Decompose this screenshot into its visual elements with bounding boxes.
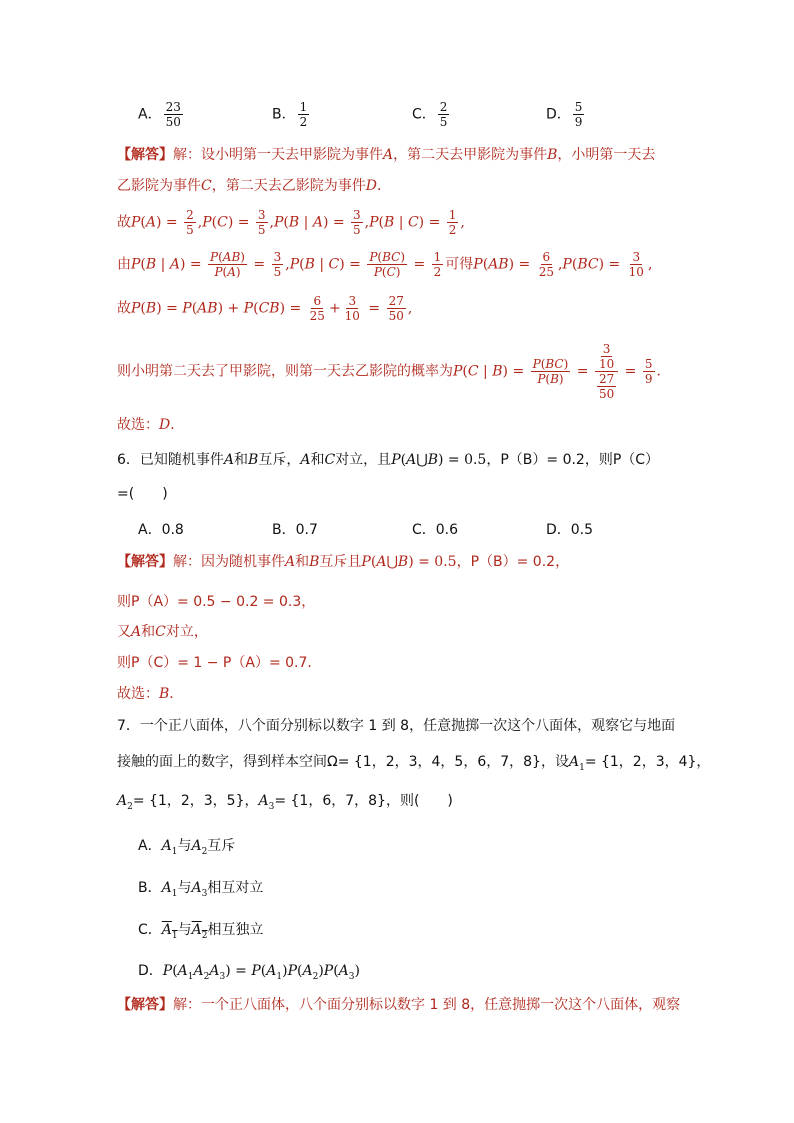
answer-tag: 【解答】 (117, 997, 173, 1013)
q5-solution-line1: 【解答】解：设小明第一天去甲影院为事件A，第二天去甲影院为事件B，小明第一天去 (117, 147, 656, 163)
q5-solution-line6: 则小明第二天去了甲影院，则第一天去乙影院的概率为P(C | B) = $\frac{P(BC)}{P(B)}$ = $\frac{\frac{3}{10}}{\frac{27}{50}}$ = $\frac{5}{9}$ ． (117, 342, 671, 401)
answer-tag: 【解答】 (117, 147, 173, 163)
q7-option-a: A．$A_1$与$A_2$互斥 (138, 838, 236, 857)
q6-stem-line1: 6．已知随机事件A和B互斥，A和C对立，且P(A⋃B) = 0.5，P（B）= 0.2，则P（C） (117, 452, 660, 468)
q7-solution-line1: 【解答】解：一个正八面体，八个面分别标以数字 1 到 8，任意抛掷一次这个八面体，观察 (117, 997, 681, 1013)
q7-stem-line1: 7．一个正八面体，八个面分别标以数字 1 到 8，任意抛掷一次这个八面体，观察它与地面 (117, 718, 676, 734)
q5-option-a: A． $\frac{23}{50}$ (138, 100, 181, 129)
q6-option-c: C．0.6 (412, 522, 459, 538)
q7-option-b: B．$A_1$与$A_3$相互对立 (138, 880, 264, 899)
q5-solution-line5: 故P(B) = P(AB) + P(CB) = $\frac{6}{25}$ + $\frac{3}{10}$ = $\frac{27}{50}$ , (117, 294, 413, 323)
q7-stem-line3: $A_2= \{1$，2，3，5}，$A_3= \{1$，6，7，8}，则( ) (117, 793, 453, 812)
q7-stem-line2: 接触的面上的数字，得到样本空间Ω= {1，2，3，4，5，6，7，8}，设$A_1= \{1$，2，3，4}， (117, 754, 711, 773)
q6-answer-line: 故选：B． (117, 686, 184, 702)
q6-solution-line2: 则P（A）= 0.5 − 0.2 = 0.3， (117, 594, 316, 610)
q6-solution-line1: 【解答】解：因为随机事件A和B互斥且P(A⋃B) = 0.5，P（B）= 0.2， (117, 554, 570, 570)
q6-solution-line3: 又A和C对立， (117, 624, 208, 640)
q6-option-a: A．0.8 (138, 522, 184, 538)
q5-solution-line2: 乙影院为事件C，第二天去乙影院为事件D． (117, 178, 391, 194)
q5-answer-line: 故选：D． (117, 417, 185, 433)
q5-option-c: C． $\frac{2}{5}$ (412, 100, 448, 129)
q5-option-b: B． $\frac{1}{2}$ (272, 100, 308, 129)
q5-solution-line4: 由P(B | A) = $\frac{P(AB)}{P(A)}$ = $\frac{3}{5}$ ,P(B | C) = $\frac{P(BC)}{P(C)}$ = $\frac{1}{2}$ 可得P(AB) = $\frac{6}{25}$ ,P(BC) = $\frac{3}{10}$ , (117, 250, 653, 279)
q5-option-d: D． $\frac{5}{9}$ (546, 100, 583, 129)
q6-solution-line4: 则P（C）= 1 − P（A）= 0.7． (117, 655, 322, 671)
q6-option-d: D．0.5 (546, 522, 594, 538)
q7-option-d: D．$P(A_1A_2A_3) = P(A_1)P(A_2)P(A_3)$ (138, 963, 360, 982)
q6-stem-line2: =( ) (117, 486, 168, 502)
q7-option-c: C．$A_1$与$A_2$相互独立 (138, 922, 264, 941)
answer-tag: 【解答】 (117, 554, 173, 570)
q6-option-b: B．0.7 (272, 522, 318, 538)
q5-solution-line3: 故P(A) = $\frac{2}{5}$ ,P(C) = $\frac{3}{5}$ ,P(B | A) = $\frac{3}{5}$ ,P(B | C) = $\frac{1}{2}$ , (117, 208, 465, 237)
